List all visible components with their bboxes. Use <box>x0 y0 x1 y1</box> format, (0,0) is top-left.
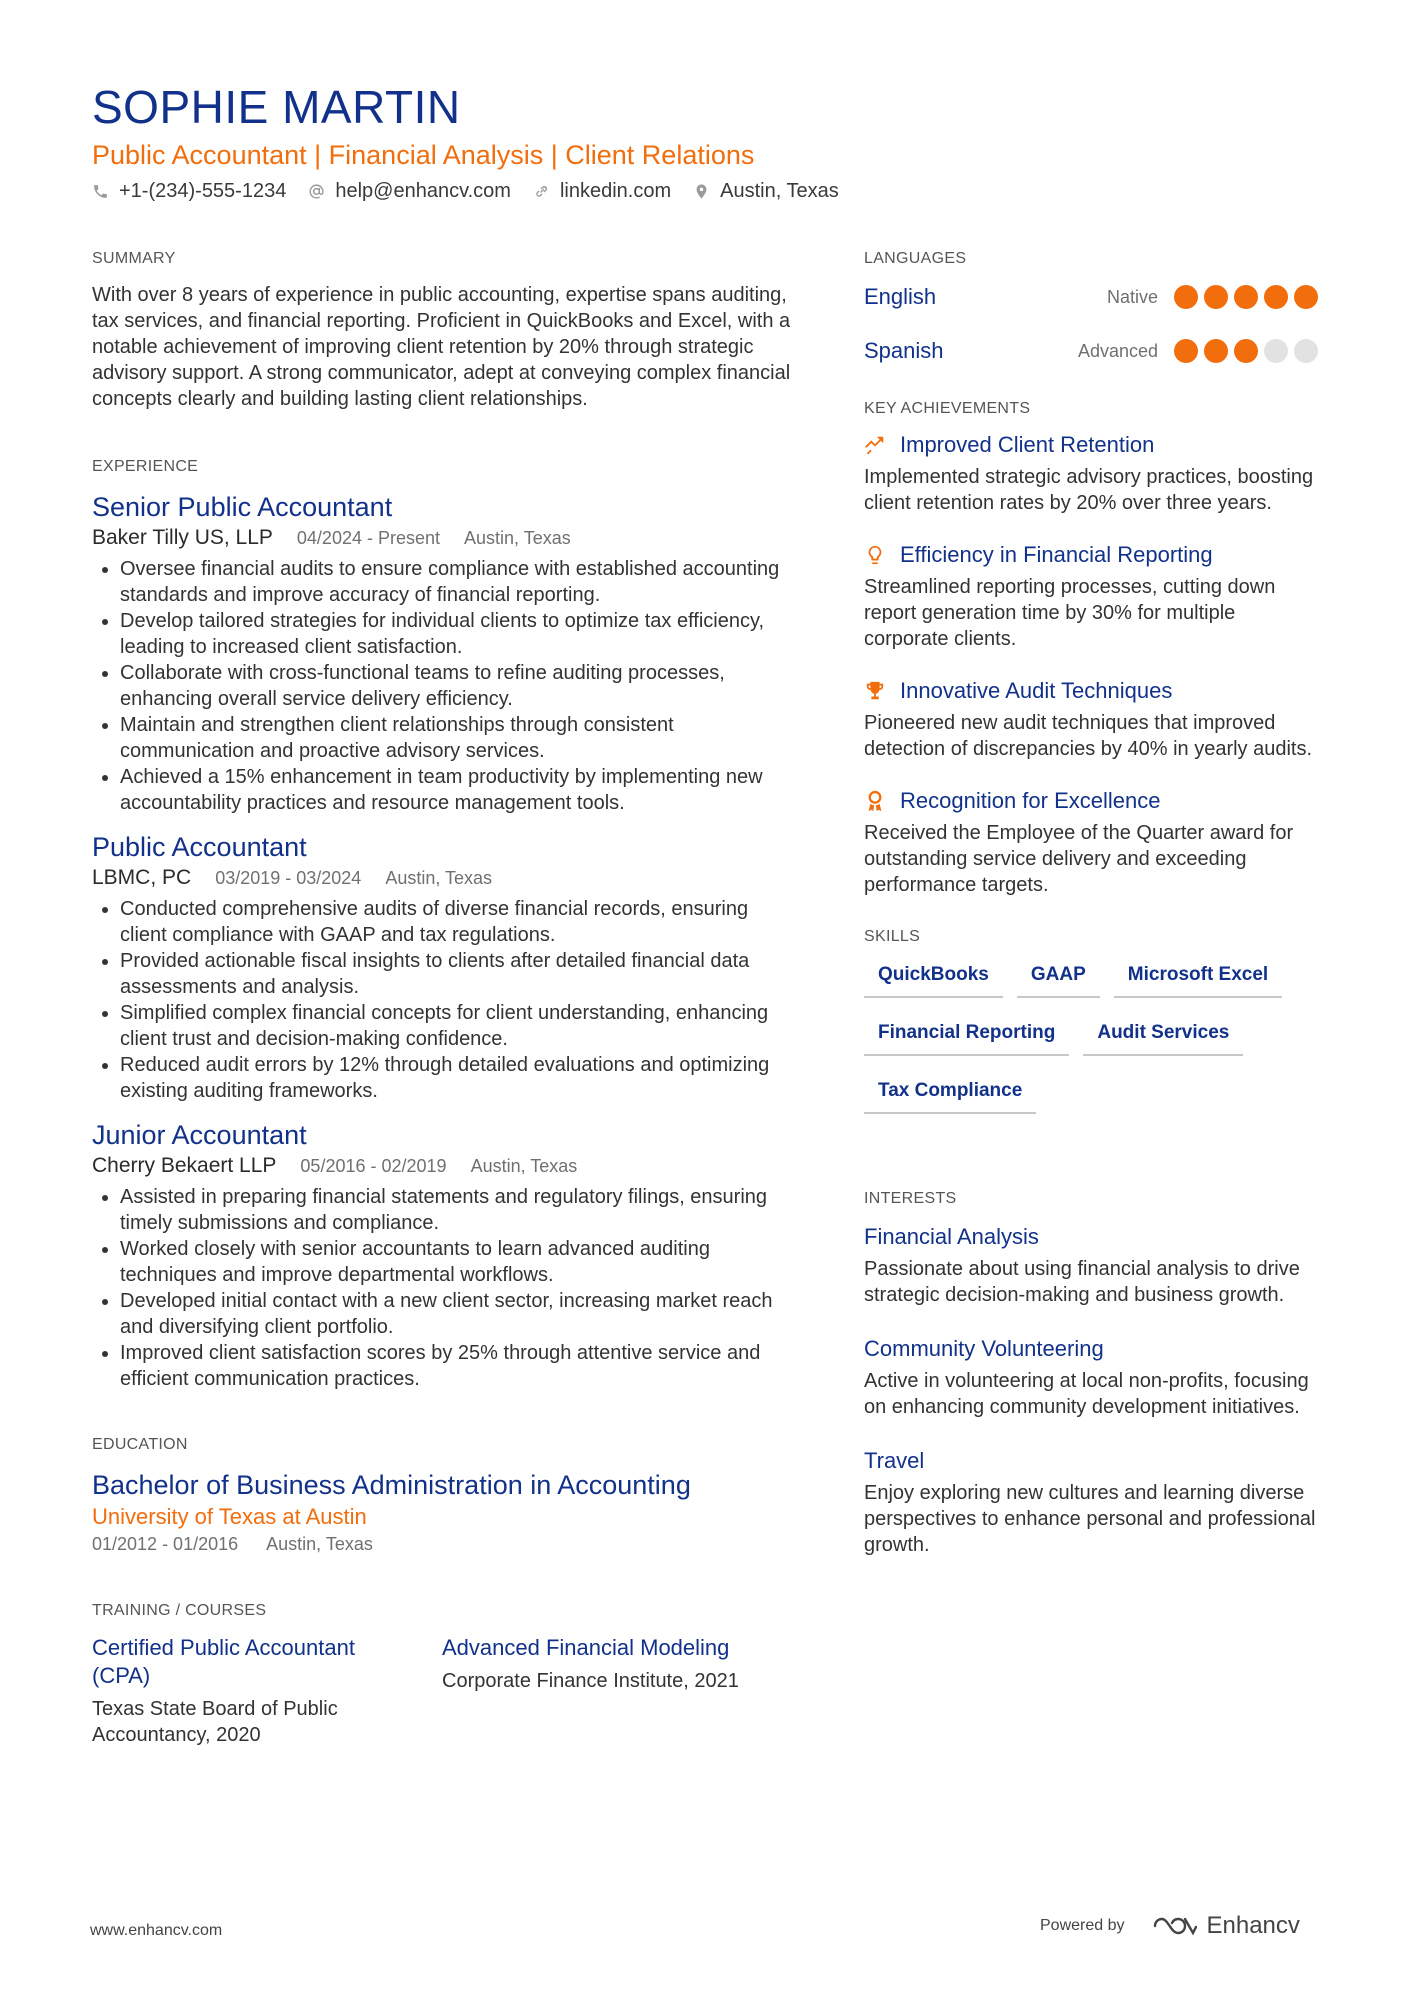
interests-section <box>864 1190 1324 1558</box>
language-item <box>864 282 1324 312</box>
job-meta <box>92 1152 792 1180</box>
headline: Public Accountant | Financial Analysis | Client Relations <box>92 140 755 170</box>
education-section <box>92 1436 792 1556</box>
proficiency-dot-filled <box>1234 285 1258 309</box>
education-heading: EDUCATION <box>92 1436 188 1453</box>
job-bullet: • Conducted comprehensive audits of diverse financial records, ensuring client compliance with GAAP and tax regulations. <box>120 896 792 948</box>
education-meta <box>92 1532 792 1556</box>
job-bullet: • Develop tailored strategies for individual clients to optimize tax efficiency, leading to increased client satisfaction. <box>120 608 792 660</box>
achievement-text: Pioneered new audit techniques that improved detection of discrepancies by 40% in yearly audits. <box>864 712 1313 760</box>
interest-text: Active in volunteering at local non-profits, focusing on enhancing community development initiatives. <box>864 1370 1309 1418</box>
course-list <box>92 1634 792 1748</box>
achievement-item <box>864 432 1324 516</box>
proficiency-dot-empty <box>1294 339 1318 363</box>
job-bullet: • Collaborate with cross-functional teams to refine auditing processes, enhancing overall service delivery efficiency. <box>120 660 792 712</box>
job-company: Cherry Bekaert LLP <box>92 1154 277 1177</box>
right-column <box>864 250 1324 1584</box>
language-name: Spanish <box>864 338 944 363</box>
achievement-title: Innovative Audit Techniques <box>900 678 1173 703</box>
at-sign-icon <box>308 183 325 200</box>
achievement-title: Improved Client Retention <box>900 432 1155 457</box>
interest-title: Financial Analysis <box>864 1224 1039 1249</box>
website-text: linkedin.com <box>559 180 672 202</box>
education-school: University of Texas at Austin <box>92 1504 367 1529</box>
skill-tag: GAAP <box>1017 960 1100 998</box>
skill-tag: Financial Reporting <box>864 1018 1069 1056</box>
job-location: Austin, Texas <box>385 868 493 888</box>
language-level: Native <box>1106 286 1158 307</box>
experience-section <box>92 458 792 1392</box>
interest-text: Enjoy exploring new cultures and learning diverse perspectives to enhance personal and professional growth. <box>864 1482 1316 1556</box>
achievement-header <box>864 542 1324 568</box>
proficiency-dot-filled <box>1204 285 1228 309</box>
course-title: Certified Public Accountant (CPA) <box>92 1635 355 1688</box>
job-bullets <box>92 896 792 1104</box>
achievement-text: Implemented strategic advisory practices, boosting client retention rates by 20% over three years. <box>864 466 1314 514</box>
education-location: Austin, Texas <box>266 1534 373 1554</box>
summary-text: With over 8 years of experience in public accounting, expertise spans auditing, tax services, and financial reporting. Proficient in QuickBooks and Excel, with a notable achievement of improving client retention by 20% through strategic advisory support. A strong communicator, adept at conveying complex financial concepts clearly and building lasting client relationships. <box>92 284 791 410</box>
job-bullet: • Provided actionable fiscal insights to clients after detailed financial data assessments and analysis. <box>120 948 792 1000</box>
job-bullet: • Developed initial contact with a new client sector, increasing market reach and diversifying client portfolio. <box>120 1288 792 1340</box>
phone-icon <box>92 183 109 200</box>
achievement-header <box>864 432 1324 458</box>
phone-text: +1-(234)-555-1234 <box>119 180 287 202</box>
candidate-name: SOPHIE MARTIN <box>92 81 461 133</box>
achievement-header <box>864 788 1324 814</box>
achievement-item <box>864 788 1324 898</box>
job-bullet: • Assisted in preparing financial statements and regulatory filings, ensuring timely submissions and compliance. <box>120 1184 792 1236</box>
achievement-item <box>864 678 1324 762</box>
award-ribbon-icon <box>864 790 886 812</box>
footer-website[interactable]: www.enhancv.com <box>90 1922 223 1939</box>
job-title: Senior Public Accountant <box>92 492 393 522</box>
skills-heading: SKILLS <box>864 928 921 945</box>
course-item <box>92 1634 400 1748</box>
course-title: Advanced Financial Modeling <box>442 1635 730 1660</box>
proficiency-dot-filled <box>1174 339 1198 363</box>
skill-tag: QuickBooks <box>864 960 1003 998</box>
job-entry <box>92 490 792 816</box>
job-bullet: • Achieved a 15% enhancement in team productivity by implementing new accountability practices and resource management tools. <box>120 764 792 816</box>
brand-logo[interactable] <box>1151 1912 1300 1940</box>
proficiency-dot-filled <box>1174 285 1198 309</box>
course-item <box>442 1634 750 1748</box>
trophy-icon <box>864 680 886 702</box>
lightbulb-icon <box>864 544 886 566</box>
achievement-title: Recognition for Excellence <box>900 788 1161 813</box>
achievements-heading: KEY ACHIEVEMENTS <box>864 400 1031 417</box>
job-dates: 03/2019 - 03/2024 <box>215 868 362 888</box>
enhancv-logo-icon <box>1151 1914 1197 1938</box>
proficiency-dot-filled <box>1264 285 1288 309</box>
job-company: LBMC, PC <box>92 866 192 889</box>
achievements-section <box>864 400 1324 898</box>
achievement-header <box>864 678 1324 704</box>
proficiency-dot-filled <box>1234 339 1258 363</box>
interest-item <box>864 1446 1324 1558</box>
language-item <box>864 336 1324 366</box>
job-bullet: • Reduced audit errors by 12% through detailed evaluations and optimizing existing auditing frameworks. <box>120 1052 792 1104</box>
proficiency-dots <box>1174 285 1324 309</box>
contact-location <box>693 180 839 203</box>
achievement-text: Received the Employee of the Quarter award for outstanding service delivery and exceeding performance targets. <box>864 822 1294 896</box>
footer-branding <box>1040 1912 1300 1940</box>
interest-text: Passionate about using financial analysis to drive strategic decision-making and business growth. <box>864 1258 1300 1306</box>
contact-email[interactable] <box>308 180 511 203</box>
summary-section <box>92 250 792 412</box>
course-org: Corporate Finance Institute, 2021 <box>442 1670 739 1692</box>
job-bullet: • Oversee financial audits to ensure compliance with established accounting standards and improve accuracy of financial reporting. <box>120 556 792 608</box>
location-text: Austin, Texas <box>720 180 839 202</box>
achievement-item <box>864 542 1324 652</box>
brand-name: Enhancv <box>1206 1912 1300 1939</box>
job-dates: 04/2024 - Present <box>296 528 441 548</box>
contact-link[interactable] <box>533 180 671 203</box>
job-entry <box>92 1118 792 1392</box>
job-location: Austin, Texas <box>470 1156 578 1176</box>
job-bullet: • Improved client satisfaction scores by 25% through attentive service and efficient communication practices. <box>120 1340 792 1392</box>
training-section <box>92 1602 792 1748</box>
skill-list <box>864 960 1324 1134</box>
job-bullets <box>92 1184 792 1392</box>
job-dates: 05/2016 - 02/2019 <box>300 1156 447 1176</box>
proficiency-dot-filled <box>1204 339 1228 363</box>
left-column <box>92 250 792 1748</box>
interest-item <box>864 1334 1324 1420</box>
interest-title: Travel <box>864 1448 925 1473</box>
job-bullets <box>92 556 792 816</box>
skill-tag: Audit Services <box>1083 1018 1243 1056</box>
education-dates: 01/2012 - 01/2016 <box>92 1534 239 1554</box>
language-level: Advanced <box>1077 340 1158 361</box>
interest-title: Community Volunteering <box>864 1336 1104 1361</box>
growth-arrow-icon <box>864 434 886 456</box>
job-entry <box>92 830 792 1104</box>
experience-heading: EXPERIENCE <box>92 458 199 475</box>
skills-section <box>864 928 1324 1134</box>
course-org: Texas State Board of Public Accountancy, 2020 <box>92 1698 338 1746</box>
email-text: help@enhancv.com <box>335 180 511 202</box>
job-location: Austin, Texas <box>464 528 571 548</box>
languages-section <box>864 250 1324 366</box>
job-meta <box>92 864 792 892</box>
job-title: Junior Accountant <box>92 1120 307 1150</box>
job-bullet: • Simplified complex financial concepts for client understanding, enhancing client trust and decision-making confidence. <box>120 1000 792 1052</box>
languages-heading: LANGUAGES <box>864 250 967 267</box>
contact-bar <box>92 180 861 203</box>
location-pin-icon <box>693 183 710 200</box>
powered-by-text: Powered by <box>1040 1917 1125 1934</box>
skill-tag: Tax Compliance <box>864 1076 1036 1114</box>
contact-phone[interactable] <box>92 180 286 203</box>
achievement-title: Efficiency in Financial Reporting <box>900 542 1213 567</box>
skill-tag: Microsoft Excel <box>1114 960 1282 998</box>
job-bullet: • Worked closely with senior accountants to learn advanced auditing techniques and improve departmental workflows. <box>120 1236 792 1288</box>
education-degree: Bachelor of Business Administration in Accounting <box>92 1470 691 1500</box>
job-meta <box>92 524 792 552</box>
interests-heading: INTERESTS <box>864 1190 957 1207</box>
summary-heading: SUMMARY <box>92 250 176 267</box>
job-bullet: • Maintain and strengthen client relationships through consistent communication and proactive advisory services. <box>120 712 792 764</box>
proficiency-dot-empty <box>1264 339 1288 363</box>
job-company: Baker Tilly US, LLP <box>92 526 273 549</box>
proficiency-dot-filled <box>1294 285 1318 309</box>
job-title: Public Accountant <box>92 832 307 862</box>
language-name: English <box>864 284 937 309</box>
achievement-text: Streamlined reporting processes, cutting down report generation time by 30% for multiple corporate clients. <box>864 576 1276 650</box>
interest-item <box>864 1222 1324 1308</box>
training-heading: TRAINING / COURSES <box>92 1602 267 1619</box>
link-icon <box>533 183 550 200</box>
proficiency-dots <box>1174 339 1324 363</box>
